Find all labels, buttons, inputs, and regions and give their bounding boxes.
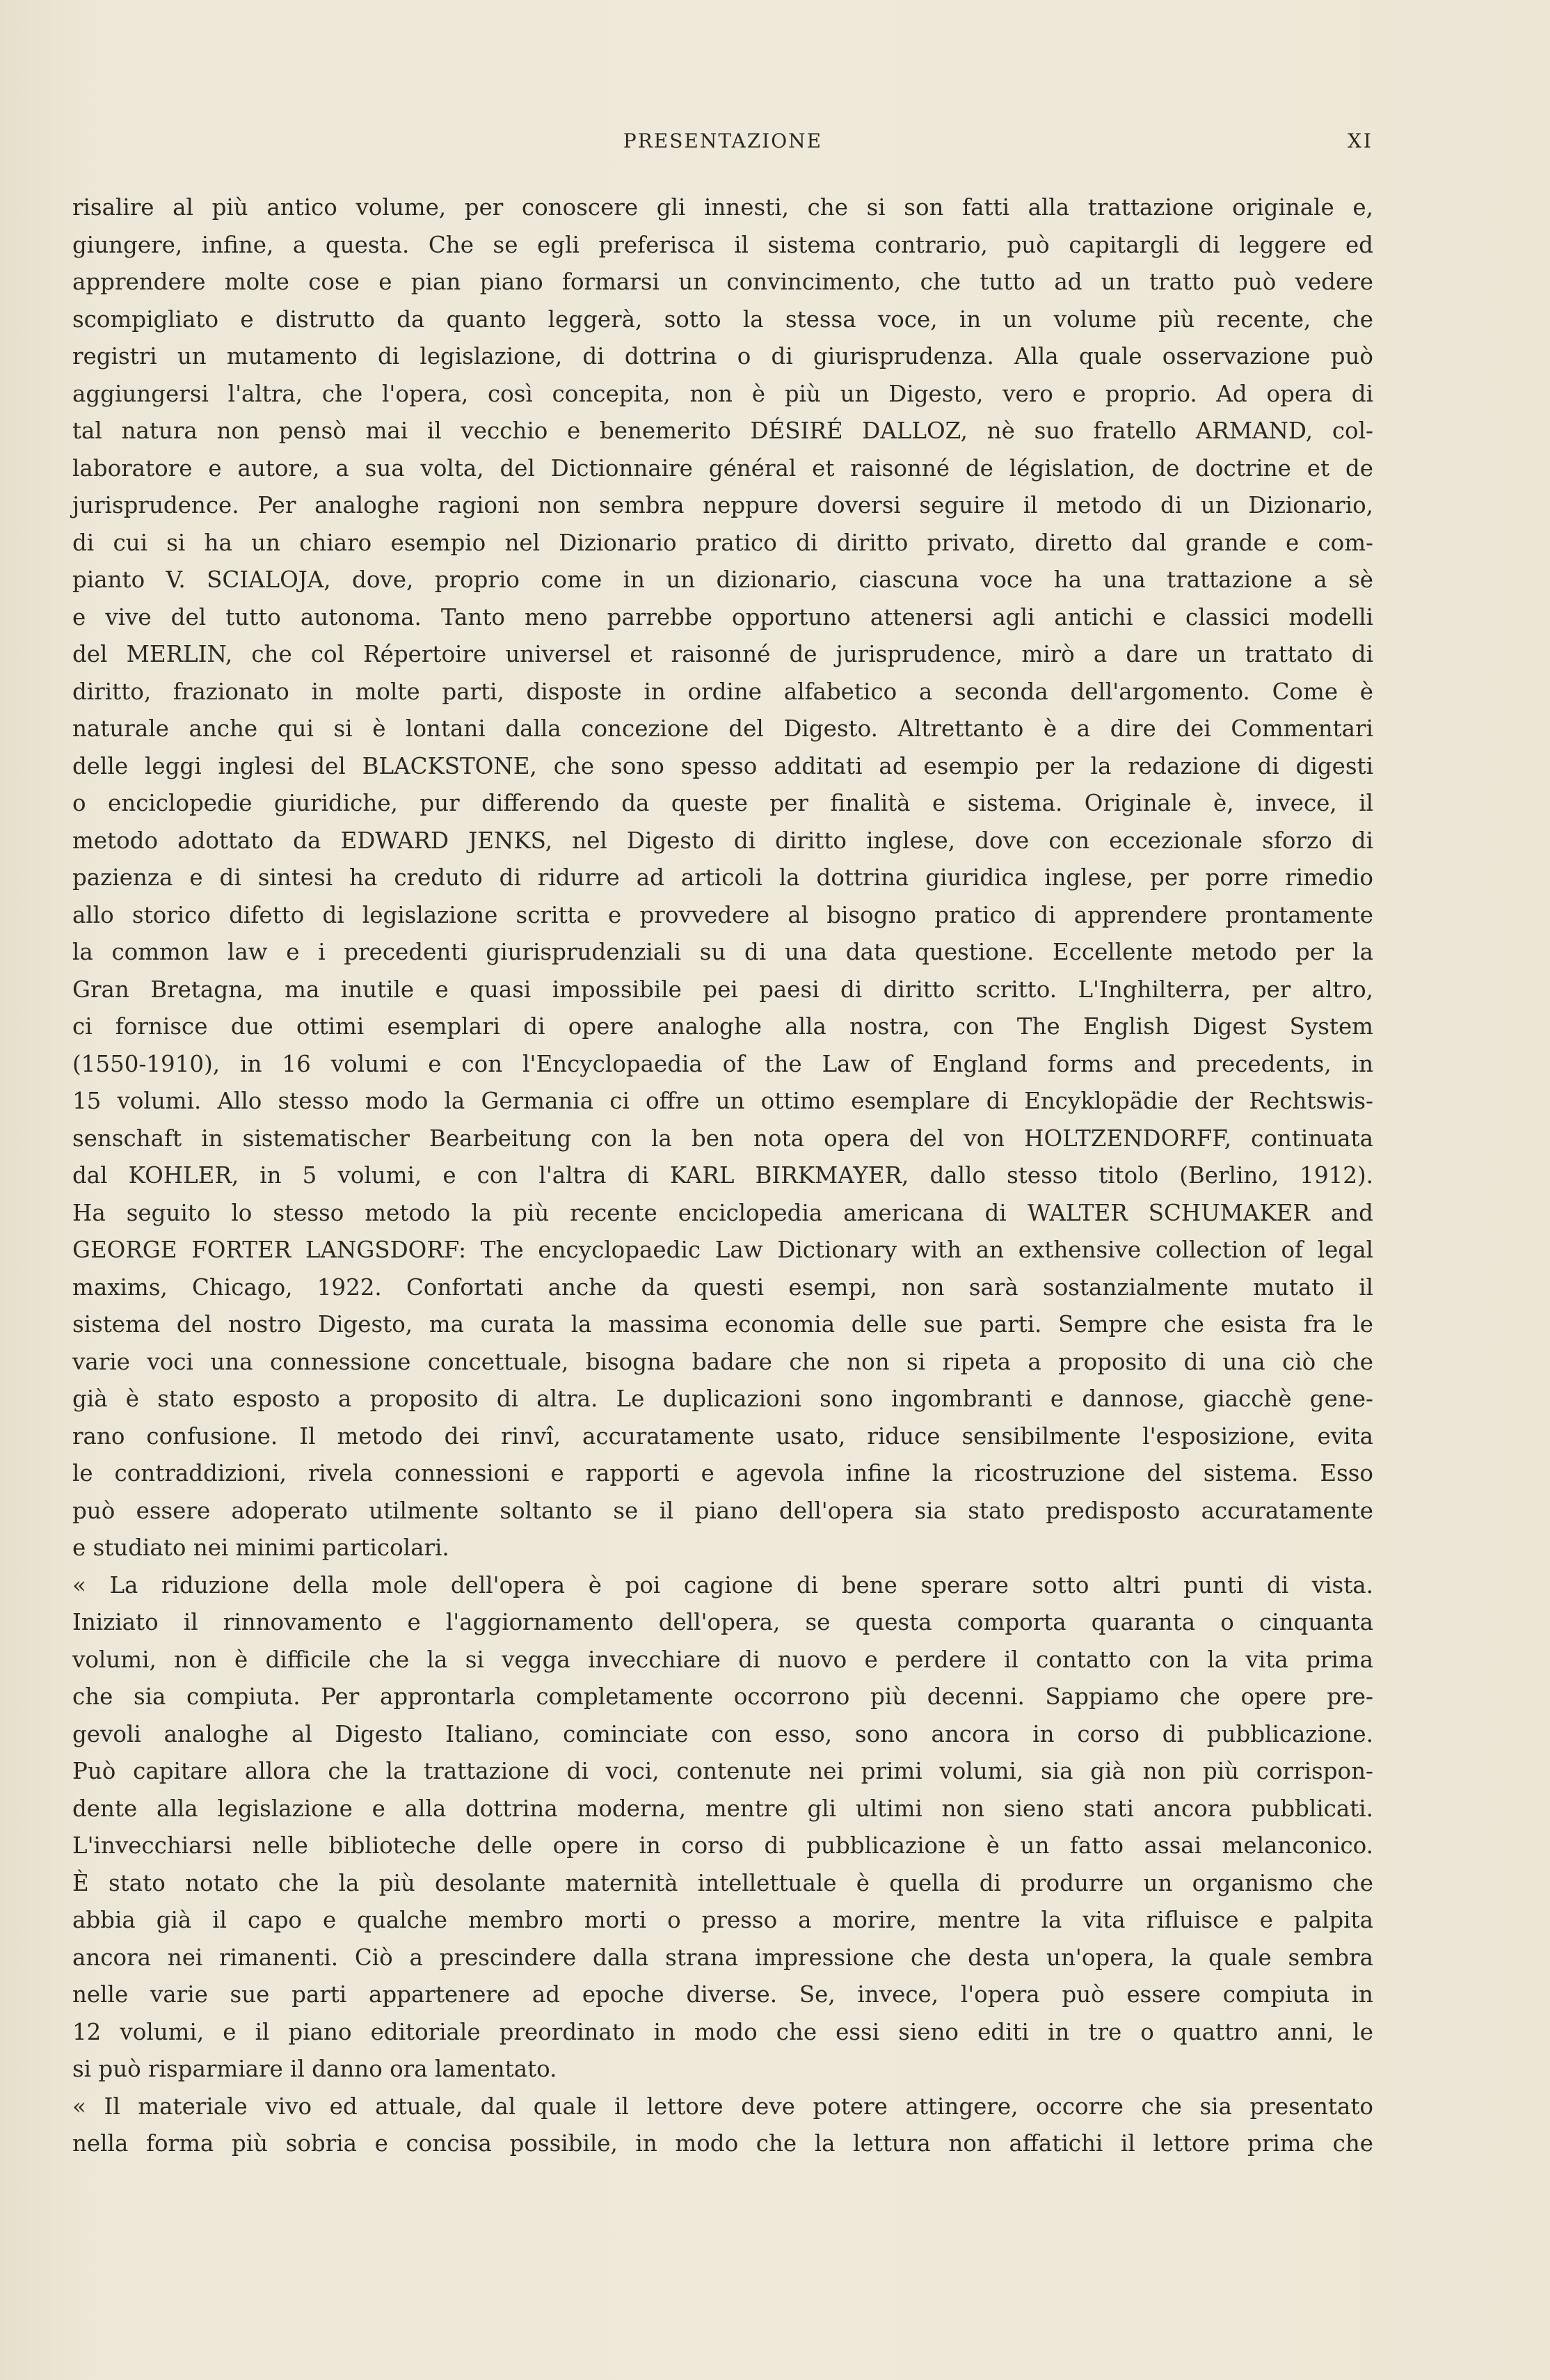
text-line: diritto, frazionato in molte parti, disposte in ordine alfabetico a seconda dell'argomento. Come è bbox=[72, 678, 1373, 705]
text-line: del MERLIN, che col Répertoire universel et raisonné de jurisprudence, mirò a dare un trattato di bbox=[72, 641, 1373, 667]
text-line: tal natura non pensò mai il vecchio e benemerito DÉSIRÉ DALLOZ, nè suo fratello ARMAND, col- bbox=[72, 418, 1373, 444]
text-line: Ha seguito lo stesso metodo la più recente enciclopedia americana di WALTER SCHUMAKER and bbox=[72, 1199, 1373, 1226]
text-line: maxims, Chicago, 1922. Confortati anche da questi esempi, non sarà sostanzialmente mutato il bbox=[72, 1274, 1373, 1301]
text-line: (1550-1910), in 16 volumi e con l'Encyclopaedia of the Law of England forms and precedents, in bbox=[72, 1050, 1373, 1077]
body-text bbox=[72, 189, 1373, 2163]
text-line: rano confusione. Il metodo dei rinvî, accuratamente usato, riduce sensibilmente l'esposizione, evita bbox=[72, 1422, 1373, 1450]
text-line: può essere adoperato utilmente soltanto se il piano dell'opera sia stato predisposto accuratamente bbox=[72, 1497, 1373, 1524]
text-line: « Il materiale vivo ed attuale, dal quale il lettore deve potere attingere, occorre che sia presentato bbox=[72, 2093, 1373, 2120]
text-line: senschaft in sistematischer Bearbeitung con la ben nota opera del von HOLTZENDORFF, continuata bbox=[72, 1125, 1373, 1152]
text-line: nella forma più sobria e concisa possibile, in modo che la lettura non affatichi il lettore prima che bbox=[72, 2130, 1373, 2157]
text-line: ancora nei rimanenti. Ciò a prescindere dalla strana impressione che desta un'opera, la quale sembra bbox=[72, 1944, 1373, 1971]
text-line: le contraddizioni, rivela connessioni e rapporti e agevola infine la ricostruzione del sistema. Esso bbox=[72, 1460, 1373, 1486]
page-number: XI bbox=[1348, 129, 1373, 152]
text-line: sistema del nostro Digesto, ma curata la massima economia delle sue parti. Sempre che esista fra le bbox=[72, 1311, 1373, 1338]
text-line: o enciclopedie giuridiche, pur differendo da queste per finalità e sistema. Originale è, invece, il bbox=[72, 790, 1373, 816]
text-line: Iniziato il rinnovamento e l'aggiornamento dell'opera, se questa comporta quaranta o cinquanta bbox=[72, 1609, 1373, 1635]
text-line: È stato notato che la più desolante maternità intellettuale è quella di produrre un organismo che bbox=[72, 1869, 1373, 1896]
text-line: registri un mutamento di legislazione, di dottrina o di giurisprudenza. Alla quale osservazione può bbox=[72, 343, 1373, 370]
text-line: Gran Bretagna, ma inutile e quasi impossibile pei paesi di diritto scritto. L'Inghilterra, per altro, bbox=[72, 976, 1373, 1003]
text-line: dente alla legislazione e alla dottrina moderna, mentre gli ultimi non sieno stati ancora pubblicati. bbox=[72, 1795, 1373, 1822]
text-line: laboratore e autore, a sua volta, del Dictionnaire général et raisonné de législation, de doctrine et de bbox=[72, 454, 1373, 482]
text-line: aggiungersi l'altra, che l'opera, così concepita, non è più un Digesto, vero e proprio. Ad opera di bbox=[72, 380, 1373, 407]
text-line: già è stato esposto a proposito di altra. Le duplicazioni sono ingombranti e dannose, giacchè gene- bbox=[72, 1386, 1373, 1412]
text-line: la common law e i precedenti giurisprudenziali su di una data questione. Eccellente metodo per la bbox=[72, 939, 1373, 965]
text-line: Può capitare allora che la trattazione di voci, contenute nei primi volumi, sia già non più corrispon- bbox=[72, 1758, 1373, 1784]
text-line: e studiato nei minimi particolari. bbox=[72, 1534, 449, 1561]
text-line: dal KOHLER, in 5 volumi, e con l'altra di KARL BIRKMAYER, dallo stesso titolo (Berlino, 1912). bbox=[72, 1162, 1373, 1189]
text-line: jurisprudence. Per analoghe ragioni non sembra neppure doversi seguire il metodo di un Dizionario, bbox=[72, 492, 1373, 518]
text-line: naturale anche qui si è lontani dalla concezione del Digesto. Altrettanto è a dire dei Commentari bbox=[72, 715, 1373, 742]
text-line: varie voci una connessione concettuale, bisogna badare che non si ripeta a proposito di una ciò che bbox=[72, 1348, 1373, 1375]
running-header bbox=[72, 129, 1373, 157]
text-line: allo storico difetto di legislazione scritta e provvedere al bisogno pratico di apprendere prontamente bbox=[72, 901, 1373, 928]
text-line: « La riduzione della mole dell'opera è poi cagione di bene sperare sotto altri punti di vista. bbox=[72, 1571, 1373, 1598]
text-line: nelle varie sue parti appartenere ad epoche diverse. Se, invece, l'opera può essere compiuta in bbox=[72, 1981, 1373, 2008]
text-line: 12 volumi, e il piano editoriale preordinato in modo che essi sieno editi in tre o quattro anni, le bbox=[72, 2018, 1373, 2045]
text-line: giungere, infine, a questa. Che se egli preferisca il sistema contrario, può capitargli di leggere ed bbox=[72, 231, 1373, 258]
header-title: PRESENTAZIONE bbox=[623, 129, 823, 152]
text-line: che sia compiuta. Per approntarla completamente occorrono più decenni. Sappiamo che opere pre- bbox=[72, 1683, 1373, 1710]
text-line: metodo adottato da EDWARD JENKS, nel Digesto di diritto inglese, dove con eccezionale sforzo di bbox=[72, 827, 1373, 854]
text-line: risalire al più antico volume, per conoscere gli innesti, che si son fatti alla trattazione originale e, bbox=[72, 194, 1373, 221]
text-line: volumi, non è difficile che la si vegga invecchiare di nuovo e perdere il contatto con la vita prima bbox=[72, 1646, 1373, 1673]
text-line: delle leggi inglesi del BLACKSTONE, che sono spesso additati ad esempio per la redazione di digesti bbox=[72, 752, 1373, 779]
text-line: ci fornisce due ottimi esemplari di opere analoghe alla nostra, con The English Digest System bbox=[72, 1013, 1373, 1040]
text-line: scompigliato e distrutto da quanto leggerà, sotto la stessa voce, in un volume più recente, che bbox=[72, 306, 1373, 333]
text-line: si può risparmiare il danno ora lamentato. bbox=[72, 2056, 557, 2082]
text-line: abbia già il capo e qualche membro morti o presso a morire, mentre la vita rifluisce e palpita bbox=[72, 1907, 1373, 1933]
text-line: 15 volumi. Allo stesso modo la Germania ci offre un ottimo esemplare di Encyklopädie der Rechtswis- bbox=[72, 1088, 1373, 1114]
text-line: gevoli analoghe al Digesto Italiano, cominciate con esso, sono ancora in corso di pubblicazione. bbox=[72, 1720, 1373, 1747]
text-line: pianto V. SCIALOJA, dove, proprio come in un dizionario, ciascuna voce ha una trattazione a sè bbox=[72, 566, 1373, 593]
text-line: pazienza e di sintesi ha creduto di ridurre ad articoli la dottrina giuridica inglese, per porre rimedio bbox=[72, 864, 1373, 891]
text-line: GEORGE FORTER LANGSDORF: The encyclopaedic Law Dictionary with an exthensive collection of legal bbox=[72, 1237, 1373, 1263]
text-line: L'invecchiarsi nelle biblioteche delle opere in corso di pubblicazione è un fatto assai melanconico. bbox=[72, 1832, 1373, 1859]
text-line: e vive del tutto autonoma. Tanto meno parrebbe opportuno attenersi agli antichi e classici modelli bbox=[72, 603, 1373, 630]
text-line: di cui si ha un chiaro esempio nel Dizionario pratico di diritto privato, diretto dal grande e com- bbox=[72, 529, 1373, 556]
text-line: apprendere molte cose e pian piano formarsi un convincimento, che tutto ad un tratto può vedere bbox=[72, 269, 1373, 295]
